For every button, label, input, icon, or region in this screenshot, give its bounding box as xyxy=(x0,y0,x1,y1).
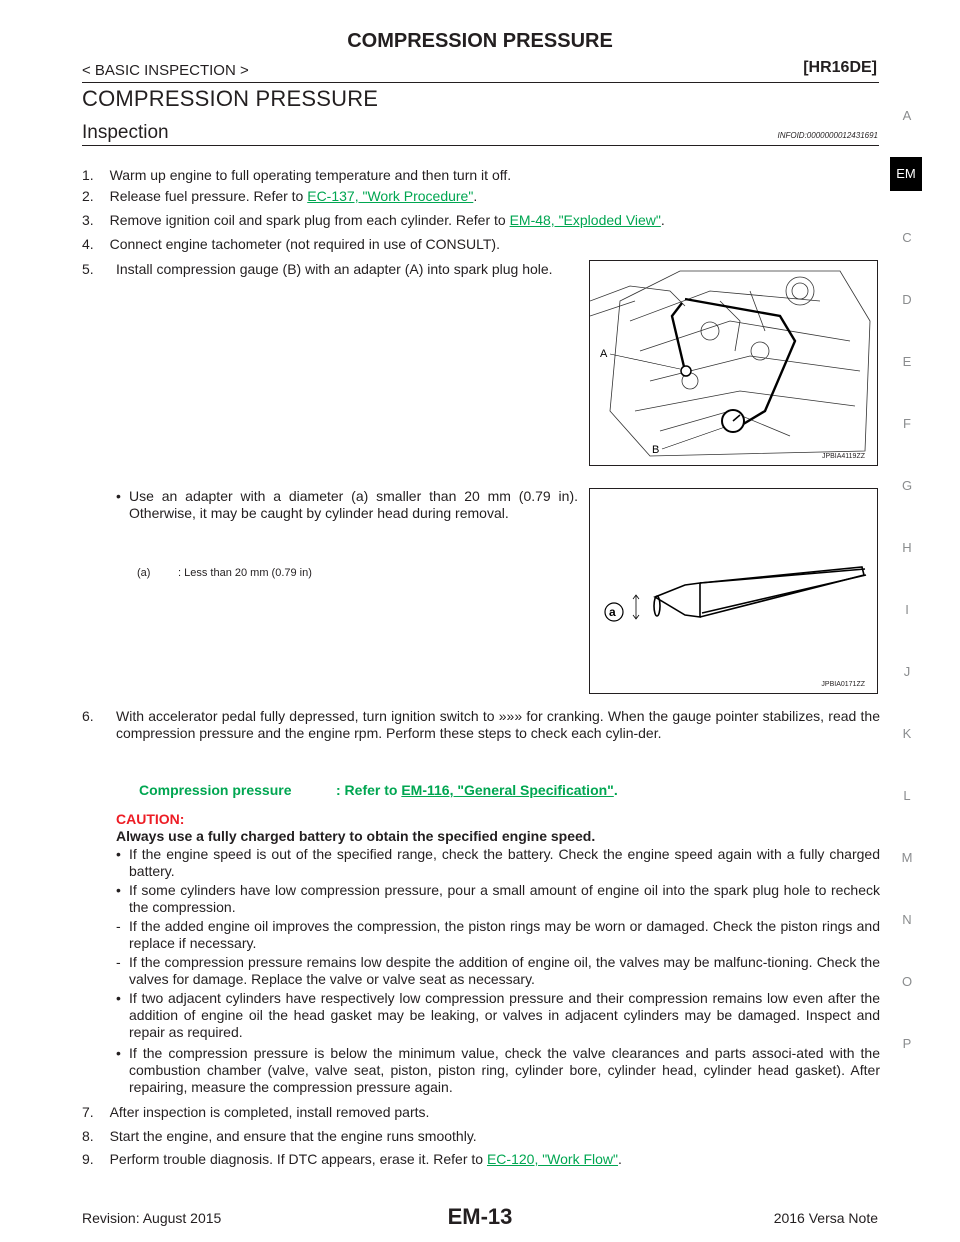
tab-p[interactable]: P xyxy=(902,1036,912,1051)
header-title: COMPRESSION PRESSURE xyxy=(347,30,613,52)
step-number: 8. xyxy=(82,1128,94,1144)
tab-n[interactable]: N xyxy=(902,912,912,927)
header-divider xyxy=(82,82,879,83)
figure-adapter xyxy=(589,488,878,694)
link-ec120[interactable]: EC-120, "Work Flow" xyxy=(486,1151,619,1167)
bullet-icon: • xyxy=(116,488,121,504)
step-text: Perform trouble diagnosis. If DTC appears, erase it. Refer to xyxy=(109,1151,487,1167)
footer-page-number: EM-13 xyxy=(447,1204,513,1229)
step-number: 1. xyxy=(82,167,94,183)
dash-icon: - xyxy=(116,918,121,934)
bullet-icon: • xyxy=(116,846,121,862)
tab-a[interactable]: A xyxy=(902,108,912,123)
spec-refer: : Refer to xyxy=(336,782,402,798)
bullet-icon: • xyxy=(116,1045,121,1061)
step-5-bullet: Use an adapter with a diameter (a) smaller than 20 mm (0.79 in). Otherwise, it may be caught by cylinder head during removal. xyxy=(129,488,578,521)
punct: . xyxy=(473,188,478,204)
link-em116[interactable]: EM-116, "General Specification" xyxy=(401,782,614,798)
step-number: 3. xyxy=(82,212,94,228)
step-number: 7. xyxy=(82,1104,94,1120)
punct: . xyxy=(660,212,665,228)
step-text: Warm up engine to full operating temperature and then turn it off. xyxy=(109,167,512,183)
tab-m[interactable]: M xyxy=(901,850,913,865)
spec-value xyxy=(336,782,618,798)
breadcrumb: < BASIC INSPECTION > xyxy=(82,62,249,79)
step-text: Release fuel pressure. Refer to xyxy=(109,188,308,204)
dash-icon: - xyxy=(116,954,121,970)
footer-model-year: 2016 Versa Note xyxy=(773,1210,878,1226)
caution-heading: CAUTION: xyxy=(116,811,185,827)
link-ec137[interactable]: EC-137, "Work Procedure" xyxy=(307,188,474,204)
step-7 xyxy=(82,1104,429,1121)
step-text: After inspection is completed, install removed parts. xyxy=(109,1104,430,1120)
link-em48[interactable]: EM-48, "Exploded View" xyxy=(509,212,661,228)
bullet-icon: • xyxy=(116,990,121,1006)
step-6-number: 6. xyxy=(82,708,94,724)
bullet-icon: • xyxy=(116,882,121,898)
caution-dash-1: If the added engine oil improves the compression, the piston rings may be worn or damaged. Check the piston rings and replace if necessary. xyxy=(129,918,880,951)
engine-illustration xyxy=(590,261,877,465)
step-5-number: 5. xyxy=(82,261,94,277)
subsection-title: Inspection xyxy=(82,122,169,143)
spec-label: Compression pressure xyxy=(139,782,292,798)
legend-key: (a) xyxy=(137,567,151,579)
tab-l[interactable]: L xyxy=(903,788,911,803)
step-9 xyxy=(82,1151,622,1168)
tab-k[interactable]: K xyxy=(902,726,912,741)
step-text: Connect engine tachometer (not required in use of CONSULT). xyxy=(109,236,500,252)
figure-id: JPBIA0171ZZ xyxy=(821,681,865,688)
step-number: 2. xyxy=(82,188,94,204)
label-a: A xyxy=(600,348,608,360)
step-8 xyxy=(82,1128,477,1145)
tab-d[interactable]: D xyxy=(902,292,912,307)
figure-id: JPBIA4119ZZ xyxy=(821,453,865,460)
tab-e[interactable]: E xyxy=(902,354,912,369)
step-number: 9. xyxy=(82,1151,94,1167)
model-code: [HR16DE] xyxy=(803,59,877,76)
punct: . xyxy=(613,782,618,798)
tab-f[interactable]: F xyxy=(903,416,911,431)
step-5-text: Install compression gauge (B) with an adapter (A) into spark plug hole. xyxy=(116,261,553,277)
caution-bullet-3: If two adjacent cylinders have respectively low compression pressure and their compression remains low even after the addition of engine oil the head gasket may be leaking, or valves in adjacent cylinders may be damaged. Inspect and repair as required. xyxy=(129,990,880,1040)
step-2 xyxy=(82,188,477,205)
tab-c[interactable]: C xyxy=(902,230,912,245)
section-title: COMPRESSION PRESSURE xyxy=(82,86,379,111)
step-3 xyxy=(82,212,665,229)
tab-h[interactable]: H xyxy=(902,540,912,555)
step-text: Start the engine, and ensure that the engine runs smoothly. xyxy=(109,1128,477,1144)
step-4 xyxy=(82,236,500,253)
punct: . xyxy=(618,1151,622,1167)
tab-em[interactable]: EM xyxy=(890,157,922,191)
subsection-divider xyxy=(82,145,879,146)
step-6-text: With accelerator pedal fully depressed, turn ignition switch to »»» for cranking. When the gauge pointer stabilizes, read the compression pressure and the engine rpm. Perform these steps to check each cylin-der. xyxy=(116,708,880,741)
legend-value: : Less than 20 mm (0.79 in) xyxy=(178,567,312,579)
step-text: Remove ignition coil and spark plug from each cylinder. Refer to xyxy=(109,212,510,228)
footer-revision: Revision: August 2015 xyxy=(82,1210,222,1226)
caution-bullet-1: If the engine speed is out of the specified range, check the battery. Check the engine speed again with a fully charged battery. xyxy=(129,846,880,879)
tab-i[interactable]: I xyxy=(905,602,909,617)
caution-bullet-4: If the compression pressure is below the minimum value, check the valve clearances and parts associ-ated with the combustion chamber (valve, valve seat, piston, piston ring, cylinder bore, cylinder head, cylinder head gasket). After repairing, measure the compression pressure again. xyxy=(129,1045,880,1095)
label-b: B xyxy=(652,444,660,456)
caution-dash-2: If the compression pressure remains low despite the addition of engine oil, the valves may be malfunc-tioning. Check the valves for damage. Replace the valve or valve seat as necessary. xyxy=(129,954,880,987)
tab-o[interactable]: O xyxy=(901,974,913,989)
tab-j[interactable]: J xyxy=(903,664,911,679)
label-a-small: a xyxy=(609,605,616,619)
figure-compression-gauge xyxy=(589,260,878,466)
info-id: INFOID:0000000012431691 xyxy=(777,131,878,140)
caution-bold-line: Always use a fully charged battery to obtain the specified engine speed. xyxy=(116,828,596,844)
tab-g[interactable]: G xyxy=(901,478,913,493)
step-1 xyxy=(82,167,511,184)
caution-bullet-2: If some cylinders have low compression pressure, pour a small amount of engine oil into the spark plug hole to recheck the compression. xyxy=(129,882,880,915)
adapter-illustration xyxy=(590,489,877,693)
step-number: 4. xyxy=(82,236,94,252)
